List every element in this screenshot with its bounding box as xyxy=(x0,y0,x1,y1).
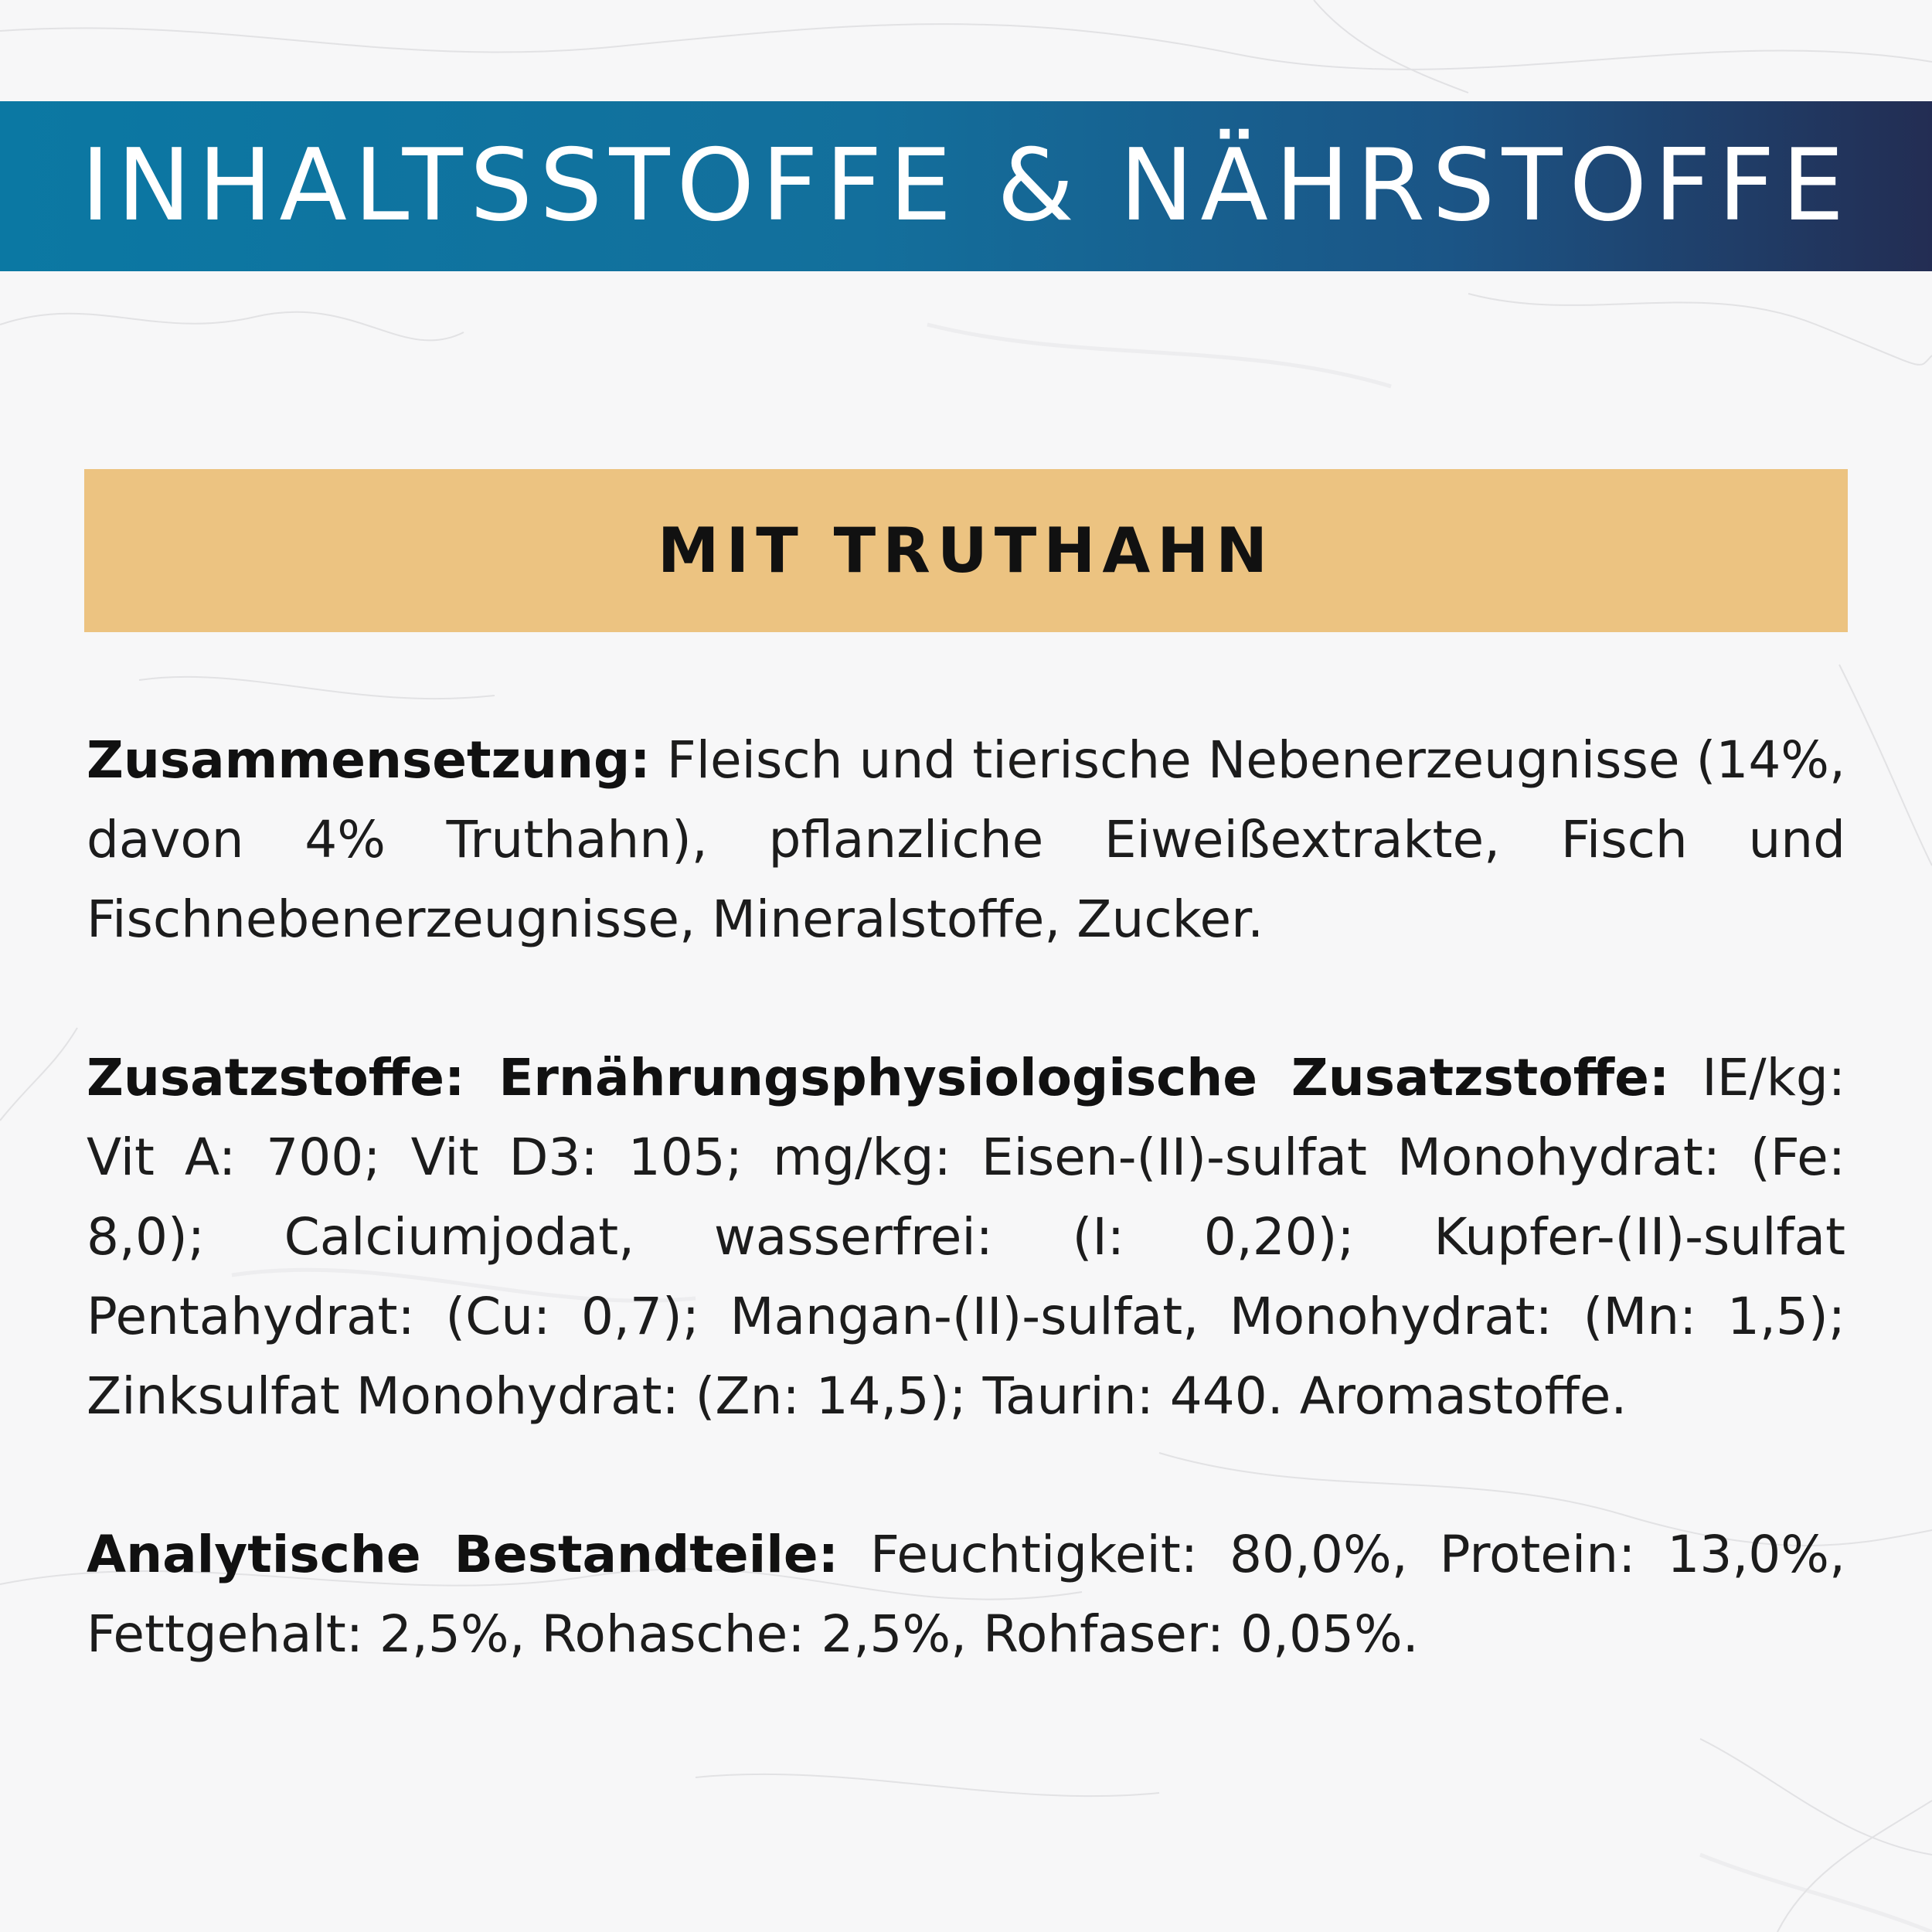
analysis-paragraph xyxy=(87,1515,1845,1674)
variant-title: MIT TRUTHAHN xyxy=(657,514,1275,587)
additives-label: Zusatzstoffe: Ernährungsphysiologische Zusatzstoffe: xyxy=(87,1048,1670,1107)
composition-label: Zusammensetzung: xyxy=(87,730,651,790)
analysis-label: Analytische Bestandteile: xyxy=(87,1525,838,1584)
ingredients-content xyxy=(87,720,1845,1674)
variant-banner xyxy=(84,469,1848,632)
additives-paragraph xyxy=(87,1038,1845,1436)
analysis-text: Feuchtigkeit: 80,0%, Protein: 13,0%, Fettgehalt: 2,5%, Rohasche: 2,5%, Rohfaser: 0,05%. xyxy=(87,1525,1845,1664)
composition-text: Fleisch und tierische Nebenerzeugnisse (14%, davon 4% Truthahn), pflanzliche Eiweißextrakte, Fisch und Fischnebenerzeugnisse, Mineralstoffe, Zucker. xyxy=(87,730,1846,949)
page-title: INHALTSSTOFFE & NÄHRSTOFFE xyxy=(80,128,1852,243)
additives-text: IE/kg: Vit A: 700; Vit D3: 105; mg/kg: Eisen-(II)-sulfat Monohydrat: (Fe: 8,0); Calciumjodat, wasserfrei: (I: 0,20); Kupfer-(II)-sulfat Pentahydrat: (Cu: 0,7); Mangan-(II)-sulfat, Monohydrat: (Mn: 1,5); Zinksulfat Monohydrat: (Zn: 14,5); Taurin: 440. Aromastoffe. xyxy=(87,1048,1845,1426)
header-banner xyxy=(0,101,1932,271)
composition-paragraph xyxy=(87,720,1845,959)
